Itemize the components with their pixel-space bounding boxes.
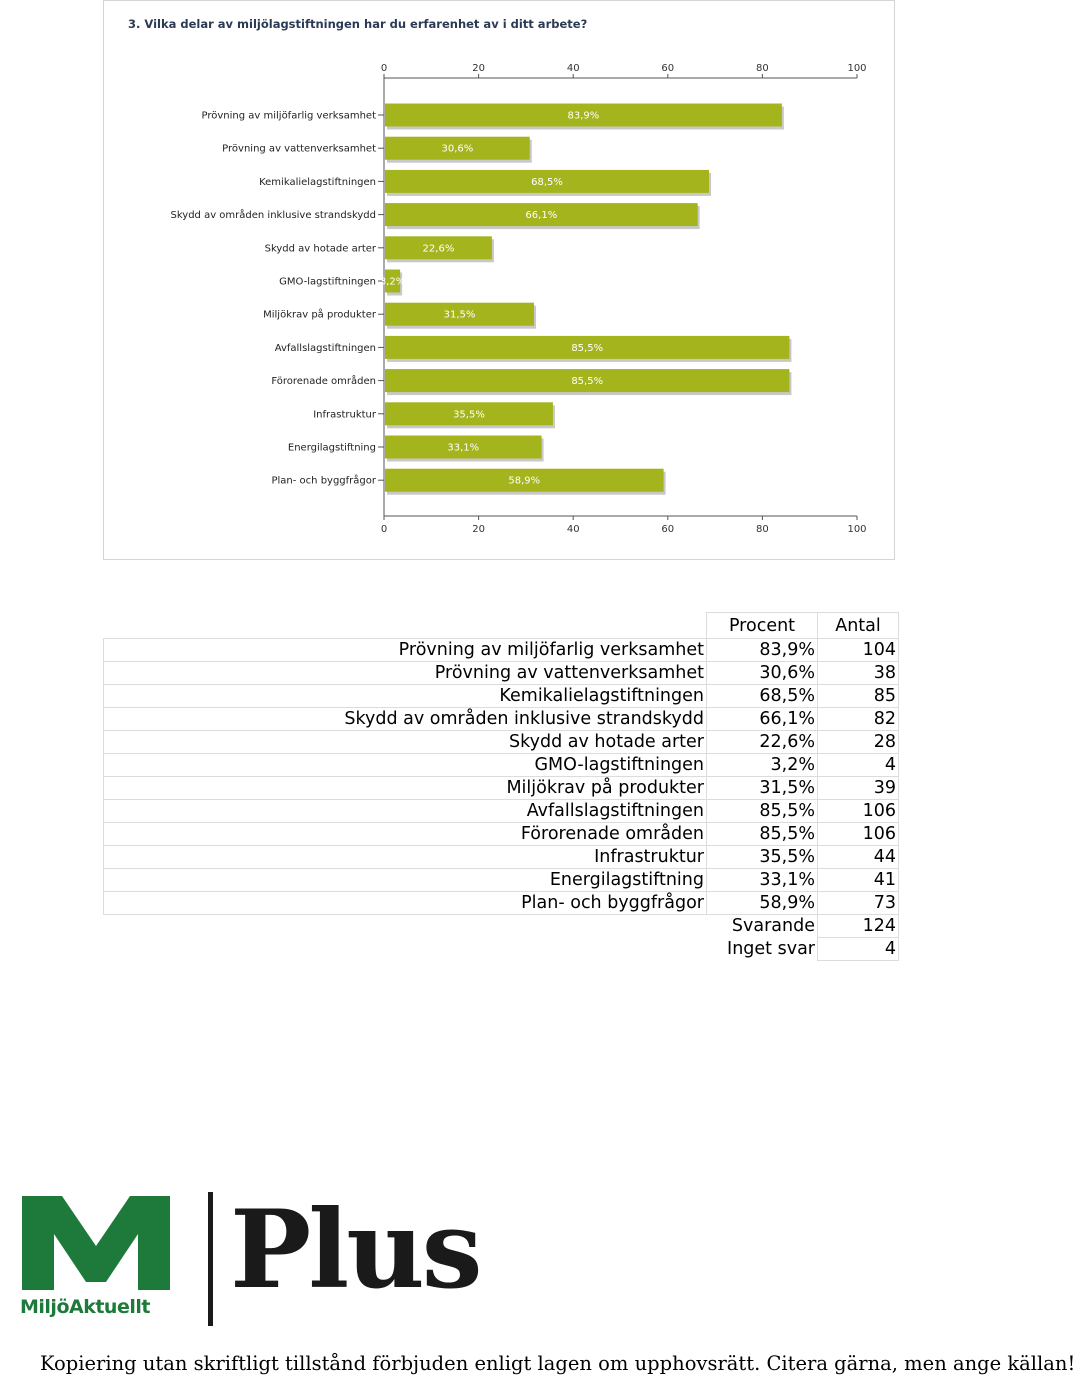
table-cell-count: 41 <box>818 869 899 892</box>
table-cell-count: 104 <box>818 639 899 662</box>
bar-value-label: 33,1% <box>447 442 480 454</box>
bar-value-label: 85,5% <box>571 342 604 354</box>
category-label: Plan- och byggfrågor <box>271 475 376 487</box>
table-row <box>104 846 899 869</box>
category-label: Avfallslagstiftningen <box>274 342 376 354</box>
table-cell-label: Energilagstiftning <box>104 869 707 892</box>
logo-divider <box>208 1192 213 1326</box>
category-label: Infrastruktur <box>313 409 376 421</box>
table-cell-count: 38 <box>818 662 899 685</box>
table-row <box>104 754 899 777</box>
bar-value-label: 85,5% <box>571 376 604 388</box>
table-cell-count: 28 <box>818 731 899 754</box>
table-cell-label: GMO-lagstiftningen <box>104 754 707 777</box>
category-label: Energilagstiftning <box>287 442 376 454</box>
respondents-row <box>104 915 899 938</box>
table-cell-label: Skydd av hotade arter <box>104 731 707 754</box>
table-row <box>104 777 899 800</box>
table-row <box>104 800 899 823</box>
bar-value-label: 30,6% <box>441 143 474 155</box>
table-cell-label: Prövning av miljöfarlig verksamhet <box>104 639 707 662</box>
table-cell-percent: 31,5% <box>707 777 818 800</box>
mplus-logo <box>18 1188 478 1328</box>
x-tick-label-bottom: 40 <box>566 524 580 535</box>
table-cell-percent: 30,6% <box>707 662 818 685</box>
bar-value-label: 3,2% <box>379 276 406 288</box>
table-cell-percent: 66,1% <box>707 708 818 731</box>
table-row <box>104 892 899 915</box>
table-row <box>104 823 899 846</box>
bar-value-label: 31,5% <box>443 309 476 321</box>
no-answer-row <box>104 938 899 961</box>
logo-m-letter <box>18 1188 174 1296</box>
table-cell-label: Förorenade områden <box>104 823 707 846</box>
category-label: GMO-lagstiftningen <box>279 276 376 288</box>
table-header-row <box>104 613 899 639</box>
table-cell-count: 44 <box>818 846 899 869</box>
table-cell-label: Miljökrav på produkter <box>104 777 707 800</box>
table-cell-percent: 3,2% <box>707 754 818 777</box>
bar-chart <box>104 1 896 561</box>
table-cell-label: Skydd av områden inklusive strandskydd <box>104 708 707 731</box>
table-header-blank <box>104 613 707 639</box>
table-row <box>104 869 899 892</box>
bar-value-label: 35,5% <box>453 409 485 421</box>
results-table <box>103 612 899 961</box>
x-tick-label-bottom: 80 <box>756 524 769 535</box>
category-label: Prövning av miljöfarlig verksamhet <box>201 110 376 122</box>
table-cell-percent: 83,9% <box>707 639 818 662</box>
logo-subtitle: MiljöAktuellt <box>20 1296 150 1318</box>
respondents-blank <box>104 915 707 938</box>
no-answer-count: 4 <box>818 938 899 961</box>
table-cell-percent: 68,5% <box>707 685 818 708</box>
x-tick-label-top: 40 <box>566 63 580 74</box>
table-cell-label: Prövning av vattenverksamhet <box>104 662 707 685</box>
table-cell-percent: 22,6% <box>707 731 818 754</box>
table-cell-percent: 85,5% <box>707 823 818 846</box>
bar-value-label: 58,9% <box>508 475 541 487</box>
table-body <box>104 639 899 915</box>
bar-value-label: 83,9% <box>567 110 600 122</box>
chart-panel <box>103 0 895 560</box>
table-cell-label: Avfallslagstiftningen <box>104 800 707 823</box>
x-tick-label-top: 60 <box>661 63 675 74</box>
table-row <box>104 731 899 754</box>
table-cell-count: 106 <box>818 823 899 846</box>
x-tick-label-bottom: 20 <box>472 524 485 535</box>
chart-title: 3. Vilka delar av miljölagstiftningen har du erfarenhet av i ditt arbete? <box>128 17 588 31</box>
table-cell-percent: 85,5% <box>707 800 818 823</box>
table-cell-count: 82 <box>818 708 899 731</box>
no-answer-label: Inget svar <box>727 939 815 959</box>
table-cell-percent: 35,5% <box>707 846 818 869</box>
bar-value-label: 22,6% <box>422 243 455 255</box>
table-header-percent: Procent <box>707 613 818 639</box>
category-label: Miljökrav på produkter <box>263 309 376 321</box>
table-cell-label: Plan- och byggfrågor <box>104 892 707 915</box>
logo-word: Plus <box>230 1187 480 1313</box>
respondents-count: 124 <box>818 915 899 938</box>
category-label: Förorenade områden <box>271 376 376 388</box>
table-cell-percent: 58,9% <box>707 892 818 915</box>
table-cell-count: 4 <box>818 754 899 777</box>
copyright-footer: Kopiering utan skriftligt tillstånd förbjuden enligt lagen om upphovsrätt. Citera gärna, men ange källan! <box>40 1352 1075 1375</box>
x-tick-label-bottom: 100 <box>847 524 867 535</box>
table-cell-count: 85 <box>818 685 899 708</box>
x-tick-label-top: 80 <box>756 63 769 74</box>
table-cell-count: 73 <box>818 892 899 915</box>
table-row <box>104 639 899 662</box>
no-answer-blank <box>104 938 707 961</box>
table-header-count: Antal <box>818 613 899 639</box>
category-label: Skydd av hotade arter <box>264 243 376 255</box>
table-row <box>104 662 899 685</box>
x-tick-label-top: 100 <box>847 63 867 74</box>
x-tick-label-top: 0 <box>380 63 388 74</box>
x-tick-label-bottom: 0 <box>380 524 388 535</box>
table-cell-count: 39 <box>818 777 899 800</box>
table-row <box>104 685 899 708</box>
bar-value-label: 66,1% <box>525 210 558 222</box>
category-label: Prövning av vattenverksamhet <box>222 143 376 155</box>
table-cell-label: Infrastruktur <box>104 846 707 869</box>
table-cell-count: 106 <box>818 800 899 823</box>
table-row <box>104 708 899 731</box>
respondents-label: Svarande <box>731 916 815 937</box>
category-label: Kemikalielagstiftningen <box>259 176 376 188</box>
bar-value-label: 68,5% <box>531 176 563 188</box>
table-cell-percent: 33,1% <box>707 869 818 892</box>
x-tick-label-top: 20 <box>472 63 485 74</box>
table-cell-label: Kemikalielagstiftningen <box>104 685 707 708</box>
x-tick-label-bottom: 60 <box>661 524 675 535</box>
category-label: Skydd av områden inklusive strandskydd <box>170 210 376 222</box>
